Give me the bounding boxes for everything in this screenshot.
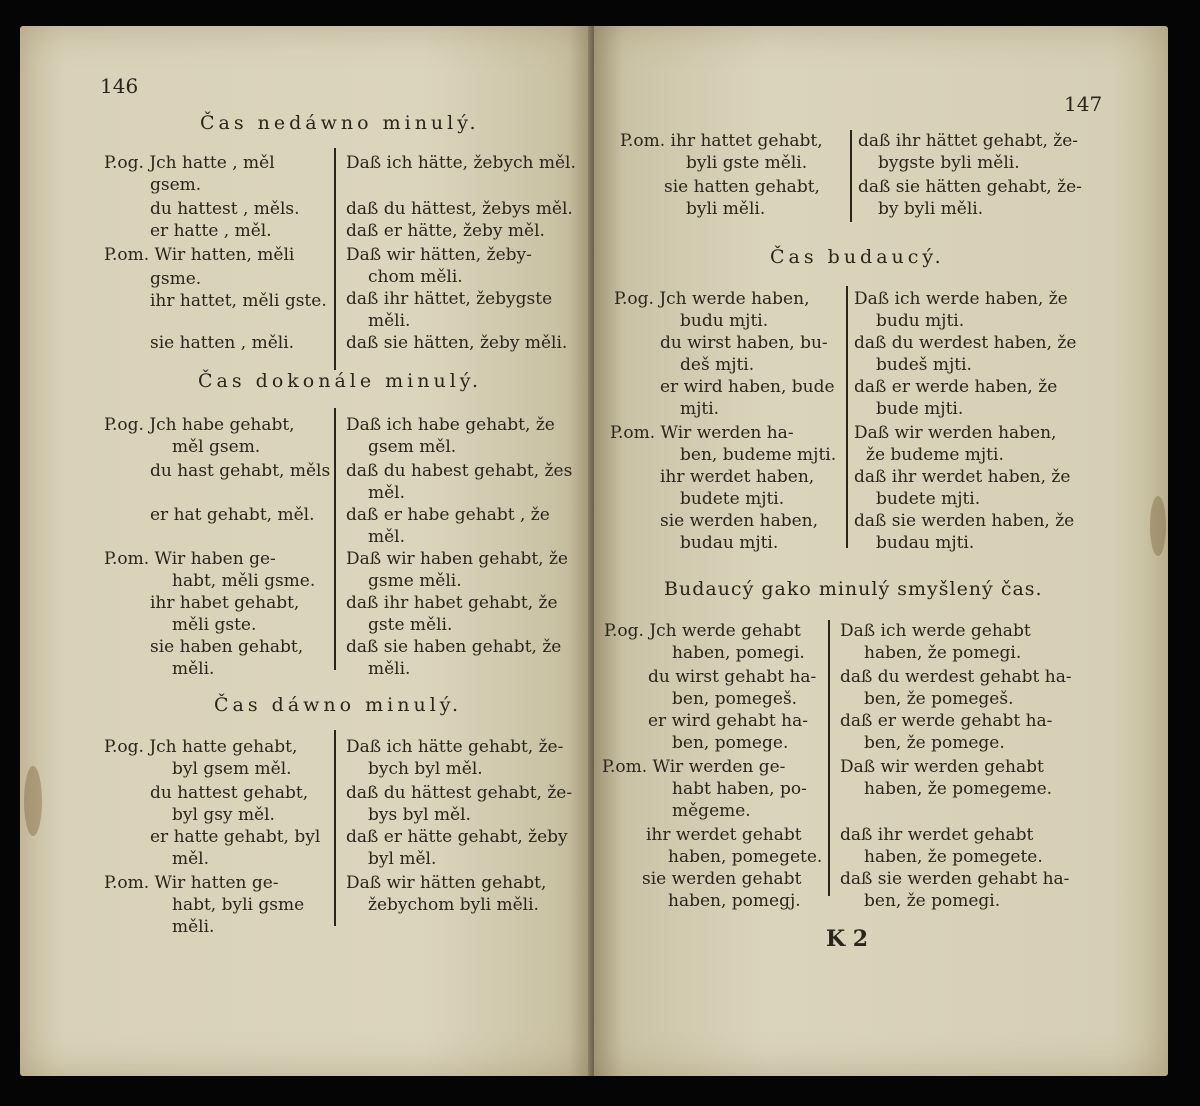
czech-line: Daß ich habe gehabt, že xyxy=(346,415,555,435)
section-heading: Čas dáwno minulý. xyxy=(214,694,463,716)
signature-mark: K 2 xyxy=(826,926,869,952)
czech-line: že budeme mjti. xyxy=(866,445,1004,465)
page-stain xyxy=(1150,496,1166,556)
column-divider xyxy=(334,730,336,926)
german-line: měli. xyxy=(172,917,215,937)
czech-line: daß ihr hättet gehabt, že- xyxy=(858,131,1079,151)
german-line: er hatte gehabt, byl xyxy=(150,827,321,847)
german-line: sie haben gehabt, xyxy=(150,637,304,657)
czech-line: daß er werde gehabt ha- xyxy=(840,711,1053,731)
german-line: ihr habet gehabt, xyxy=(150,593,300,613)
czech-line: ben, že pomegeš. xyxy=(864,689,1014,709)
column-divider xyxy=(828,620,830,896)
german-line: sie werden haben, xyxy=(660,511,819,531)
section-heading: Čas budaucý. xyxy=(770,246,945,268)
czech-line: bys byl měl. xyxy=(368,805,471,825)
czech-line: Daß wir hätten, žeby- xyxy=(346,245,532,265)
czech-line: daß er hätte, žeby měl. xyxy=(346,221,545,241)
section-heading: Čas dokonále minulý. xyxy=(198,370,483,392)
german-line: du wirst haben, bu- xyxy=(660,333,828,353)
german-line: ihr hattet, měli gste. xyxy=(150,291,327,311)
german-line: haben, pomegete. xyxy=(668,847,823,867)
czech-line: ben, že pomegi. xyxy=(864,891,1001,911)
page-number-right: 147 xyxy=(1064,92,1103,116)
german-line: P.om. Wir hatten ge- xyxy=(104,873,279,893)
column-divider xyxy=(850,130,852,222)
czech-line: daß du hättest gehabt, že- xyxy=(346,783,573,803)
german-line: budau mjti. xyxy=(680,533,779,553)
german-line: du hattest , měls. xyxy=(150,199,300,219)
czech-line: daß sie haben gehabt, že xyxy=(346,637,562,657)
czech-line: Daß wir hätten gehabt, xyxy=(346,873,547,893)
page-number-left: 146 xyxy=(100,74,139,98)
german-line: ben, budeme mjti. xyxy=(680,445,837,465)
german-line: P.og. Jch hatte gehabt, xyxy=(104,737,298,757)
german-line: deš mjti. xyxy=(680,355,755,375)
czech-line: daß ihr werdet gehabt xyxy=(840,825,1034,845)
czech-line: daß er habe gehabt , že xyxy=(346,505,550,525)
german-line: er hatte , měl. xyxy=(150,221,272,241)
german-line: du hast gehabt, měls xyxy=(150,461,331,481)
german-line: ben, pomegeš. xyxy=(672,689,798,709)
german-line: byli gste měli. xyxy=(686,153,808,173)
german-line: P.om. Wir hatten, měli xyxy=(104,245,295,265)
german-line: du hattest gehabt, xyxy=(150,783,309,803)
german-line: P.om. Wir werden ge- xyxy=(602,757,786,777)
czech-line: daß du werdest gehabt ha- xyxy=(840,667,1072,687)
czech-line: bude mjti. xyxy=(876,399,964,419)
czech-line: daß er hätte gehabt, žeby xyxy=(346,827,568,847)
czech-line: byl měl. xyxy=(368,849,437,869)
german-line: er wird gehabt ha- xyxy=(648,711,808,731)
german-line: měgeme. xyxy=(672,801,751,821)
german-line: sie hatten , měli. xyxy=(150,333,295,353)
czech-line: Daß wir werden gehabt xyxy=(840,757,1044,777)
czech-line: bych byl měl. xyxy=(368,759,483,779)
czech-line: gsme měli. xyxy=(368,571,462,591)
czech-line: chom měli. xyxy=(368,267,463,287)
section-heading: Čas nedáwno minulý. xyxy=(200,112,480,134)
czech-line: žebychom byli měli. xyxy=(368,895,539,915)
czech-line: daß du hättest, žebys měl. xyxy=(346,199,573,219)
german-line: haben, pomegi. xyxy=(672,643,805,663)
german-line: du wirst gehabt ha- xyxy=(648,667,817,687)
german-line: měl. xyxy=(172,849,210,869)
czech-line: ben, že pomege. xyxy=(864,733,1005,753)
czech-line: daß sie hätten gehabt, že- xyxy=(858,177,1082,197)
czech-line: Daß wir haben gehabt, že xyxy=(346,549,568,569)
czech-line: haben, že pomegi. xyxy=(864,643,1022,663)
column-divider xyxy=(334,148,336,370)
german-line: P.om. Wir haben ge- xyxy=(104,549,276,569)
czech-line: haben, že pomegeme. xyxy=(864,779,1053,799)
german-line: mjti. xyxy=(680,399,720,419)
column-divider xyxy=(334,408,336,670)
german-line: haben, pomegj. xyxy=(668,891,801,911)
czech-line: bygste byli měli. xyxy=(878,153,1020,173)
czech-line: daß sie hätten, žeby měli. xyxy=(346,333,568,353)
czech-line: daß du habest gehabt, žes xyxy=(346,461,573,481)
czech-line: Daß ich hätte, žebych měl. xyxy=(346,153,576,173)
czech-line: daß ihr hättet, žebygste xyxy=(346,289,553,309)
german-line: P.og. Jch hatte , měl xyxy=(104,153,275,173)
german-line: P.og. Jch habe gehabt, xyxy=(104,415,295,435)
czech-line: budu mjti. xyxy=(876,311,965,331)
german-line: budete mjti. xyxy=(680,489,785,509)
czech-line: daß ihr werdet haben, že xyxy=(854,467,1071,487)
column-divider xyxy=(846,286,848,548)
german-line: habt, byli gsme xyxy=(172,895,305,915)
czech-line: budete mjti. xyxy=(876,489,981,509)
czech-line: daß ihr habet gehabt, že xyxy=(346,593,558,613)
page-stain xyxy=(24,766,42,836)
section-heading: Budaucý gako minulý smyšlený čas. xyxy=(664,578,1043,600)
german-line: er wird haben, bude xyxy=(660,377,835,397)
czech-line: budau mjti. xyxy=(876,533,975,553)
czech-line: měli. xyxy=(368,311,411,331)
german-line: gsem. xyxy=(150,175,202,195)
german-line: ihr werdet gehabt xyxy=(646,825,802,845)
czech-line: měl. xyxy=(368,527,406,547)
czech-line: Daß ich hätte gehabt, že- xyxy=(346,737,564,757)
czech-line: gsem měl. xyxy=(368,437,457,457)
german-line: byl gsy měl. xyxy=(172,805,275,825)
german-line: er hat gehabt, měl. xyxy=(150,505,315,525)
czech-line: Daß ich werde haben, že xyxy=(854,289,1068,309)
german-line: sie hatten gehabt, xyxy=(664,177,820,197)
german-line: měl gsem. xyxy=(172,437,261,457)
czech-line: haben, že pomegete. xyxy=(864,847,1043,867)
german-line: ben, pomege. xyxy=(672,733,789,753)
czech-line: Daß wir werden haben, xyxy=(854,423,1057,443)
czech-line: gste měli. xyxy=(368,615,453,635)
german-line: měli gste. xyxy=(172,615,257,635)
open-book xyxy=(20,26,1168,1086)
czech-line: měli. xyxy=(368,659,411,679)
german-line: gsme. xyxy=(150,269,202,289)
czech-line: by byli měli. xyxy=(878,199,984,219)
czech-line: budeš mjti. xyxy=(876,355,972,375)
czech-line: daß sie werden haben, že xyxy=(854,511,1075,531)
german-line: byli měli. xyxy=(686,199,766,219)
czech-line: měl. xyxy=(368,483,406,503)
german-line: měli. xyxy=(172,659,215,679)
czech-line: daß sie werden gehabt ha- xyxy=(840,869,1070,889)
right-page xyxy=(594,26,1168,1076)
german-line: P.og. Jch werde haben, xyxy=(614,289,810,309)
czech-line: daß du werdest haben, že xyxy=(854,333,1077,353)
czech-line: daß er werde haben, že xyxy=(854,377,1058,397)
german-line: ihr werdet haben, xyxy=(660,467,815,487)
german-line: budu mjti. xyxy=(680,311,769,331)
german-line: P.om. Wir werden ha- xyxy=(610,423,794,443)
german-line: P.om. ihr hattet gehabt, xyxy=(620,131,823,151)
german-line: habt, měli gsme. xyxy=(172,571,316,591)
left-page xyxy=(20,26,592,1076)
german-line: sie werden gehabt xyxy=(642,869,802,889)
german-line: byl gsem měl. xyxy=(172,759,292,779)
german-line: P.og. Jch werde gehabt xyxy=(604,621,801,641)
german-line: habt haben, po- xyxy=(672,779,807,799)
czech-line: Daß ich werde gehabt xyxy=(840,621,1031,641)
